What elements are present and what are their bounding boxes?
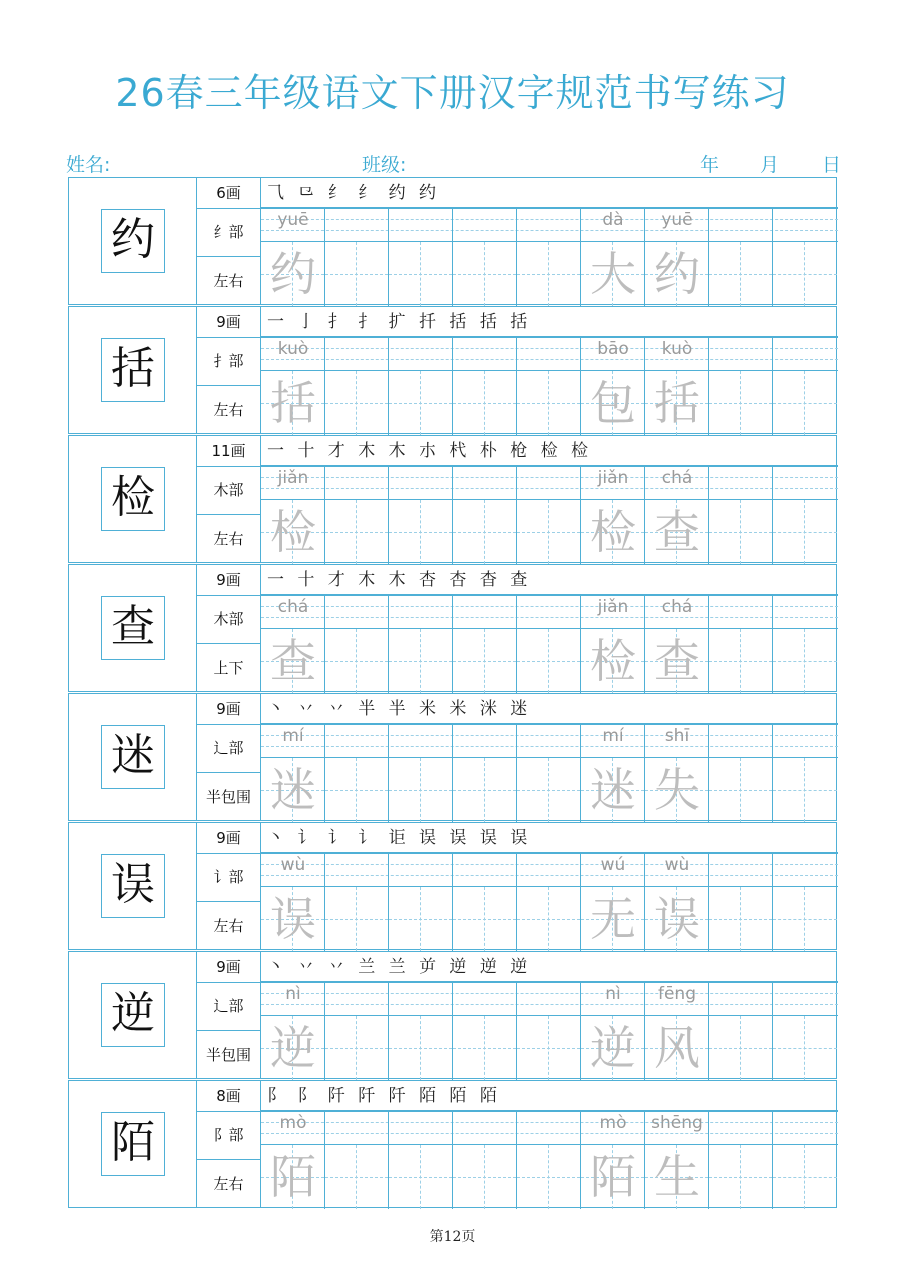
stroke-order: 一 十 才 木 木 杏 杏 杳 查 xyxy=(261,565,838,595)
trace-character: 陌 xyxy=(590,1150,636,1204)
pinyin-text: mí xyxy=(602,726,624,746)
writing-cell[interactable] xyxy=(773,337,837,435)
radical: 讠部 xyxy=(197,853,260,902)
structure: 左右 xyxy=(213,917,244,935)
structure: 上下 xyxy=(213,659,244,677)
writing-cell[interactable] xyxy=(517,1111,581,1209)
trace-character: 包 xyxy=(590,376,636,430)
model-character: 迷 xyxy=(101,725,165,789)
cell-guide-vertical xyxy=(484,758,485,822)
writing-cell[interactable] xyxy=(325,595,389,693)
writing-cell[interactable] xyxy=(773,724,837,822)
month-label: 月 xyxy=(760,154,780,176)
cell-guide-horizontal xyxy=(773,919,837,920)
writing-cell[interactable] xyxy=(645,595,709,693)
pinyin-text: jiǎn xyxy=(597,597,629,617)
stroke-order: 丶 讠 讠 讠 讵 误 误 误 误 xyxy=(261,823,838,853)
writing-cell[interactable] xyxy=(389,466,453,564)
model-character: 逆 xyxy=(101,983,165,1047)
practice-row xyxy=(68,693,837,821)
writing-cell[interactable] xyxy=(261,1111,325,1209)
character-info-column xyxy=(197,565,261,691)
writing-grid xyxy=(261,337,838,435)
structure: 左右 xyxy=(213,401,244,419)
trace-character: 约 xyxy=(654,247,700,301)
cell-guide-vertical xyxy=(804,629,805,693)
cell-guide-vertical xyxy=(804,500,805,564)
model-character-cell xyxy=(69,952,197,1078)
pinyin-text: chá xyxy=(277,597,309,617)
writing-cell[interactable] xyxy=(325,466,389,564)
writing-cell[interactable] xyxy=(389,208,453,306)
writing-cell[interactable] xyxy=(261,208,325,306)
model-character-cell xyxy=(69,1081,197,1207)
cell-guide-vertical xyxy=(804,242,805,306)
writing-grid xyxy=(261,208,838,306)
writing-cell[interactable] xyxy=(261,724,325,822)
writing-cell[interactable] xyxy=(645,208,709,306)
writing-cell[interactable] xyxy=(709,595,773,693)
stroke-count: 9画 xyxy=(197,694,260,725)
radical: 辶部 xyxy=(197,724,260,773)
cell-guide-horizontal xyxy=(773,403,837,404)
pinyin-text: mò xyxy=(279,1113,307,1133)
model-character-cell xyxy=(69,436,197,562)
cell-guide-vertical xyxy=(420,758,421,822)
writing-cell[interactable] xyxy=(645,1111,709,1209)
character-info-column xyxy=(197,1081,261,1207)
cell-guide-vertical xyxy=(420,242,421,306)
name-label: 姓名: xyxy=(66,154,111,176)
writing-cell[interactable] xyxy=(517,337,581,435)
writing-cell[interactable] xyxy=(709,208,773,306)
writing-cell[interactable] xyxy=(581,337,645,435)
day-label: 日 xyxy=(822,154,842,176)
trace-character: 括 xyxy=(270,376,316,430)
writing-cell[interactable] xyxy=(773,1111,837,1209)
cell-guide-vertical xyxy=(420,500,421,564)
cell-guide-horizontal xyxy=(773,790,837,791)
stroke-count: 9画 xyxy=(197,565,260,596)
writing-cell[interactable] xyxy=(389,853,453,951)
page-number: 第12页 xyxy=(429,1229,476,1245)
trace-character: 查 xyxy=(654,505,700,559)
stroke-order: 一 亅 扌 扌 扩 扦 括 括 括 xyxy=(261,307,838,337)
cell-guide-vertical xyxy=(420,887,421,951)
writing-cell[interactable] xyxy=(261,982,325,1080)
stroke-count: 6画 xyxy=(197,178,260,209)
practice-row xyxy=(68,951,837,1079)
writing-cell[interactable] xyxy=(325,337,389,435)
cell-guide-vertical xyxy=(548,242,549,306)
pinyin-text: yuē xyxy=(277,210,309,230)
trace-character: 括 xyxy=(654,376,700,430)
cell-guide-vertical xyxy=(804,887,805,951)
pinyin-text: nì xyxy=(285,984,301,1004)
pinyin-text: mò xyxy=(599,1113,627,1133)
writing-cell[interactable] xyxy=(517,982,581,1080)
cell-guide-horizontal xyxy=(773,532,837,533)
cell-guide-vertical xyxy=(484,242,485,306)
cell-guide-vertical xyxy=(356,758,357,822)
cell-guide-horizontal xyxy=(773,1177,837,1178)
writing-grid xyxy=(261,724,838,822)
pinyin-text: dà xyxy=(602,210,624,230)
writing-cell[interactable] xyxy=(261,337,325,435)
writing-cell[interactable] xyxy=(517,853,581,951)
trace-character: 误 xyxy=(270,892,316,946)
cell-guide-vertical xyxy=(484,371,485,435)
character-info-column xyxy=(197,307,261,433)
class-label: 班级: xyxy=(362,154,407,176)
cell-guide-vertical xyxy=(740,1016,741,1080)
cell-guide-vertical xyxy=(484,1016,485,1080)
writing-cell[interactable] xyxy=(773,982,837,1080)
cell-guide-vertical xyxy=(740,1145,741,1209)
model-character-cell xyxy=(69,565,197,691)
stroke-count: 8画 xyxy=(197,1081,260,1112)
writing-cell[interactable] xyxy=(709,982,773,1080)
writing-cell[interactable] xyxy=(325,1111,389,1209)
cell-guide-vertical xyxy=(804,371,805,435)
structure: 半包围 xyxy=(205,1046,251,1064)
cell-guide-vertical xyxy=(356,887,357,951)
writing-cell[interactable] xyxy=(261,595,325,693)
cell-guide-vertical xyxy=(740,887,741,951)
cell-guide-vertical xyxy=(484,629,485,693)
writing-cell[interactable] xyxy=(453,337,517,435)
practice-row xyxy=(68,306,837,434)
character-info-column xyxy=(197,436,261,562)
writing-grid xyxy=(261,982,838,1080)
stroke-order: 阝 阝 阡 阡 阡 陌 陌 陌 xyxy=(261,1081,838,1111)
pinyin-text: kuò xyxy=(661,339,693,359)
stroke-count: 9画 xyxy=(197,307,260,338)
trace-character: 陌 xyxy=(270,1150,316,1204)
writing-cell[interactable] xyxy=(709,466,773,564)
writing-cell[interactable] xyxy=(581,466,645,564)
writing-cell[interactable] xyxy=(261,466,325,564)
trace-character: 约 xyxy=(270,247,316,301)
cell-guide-vertical xyxy=(548,629,549,693)
writing-cell[interactable] xyxy=(517,724,581,822)
trace-character: 查 xyxy=(270,634,316,688)
writing-cell[interactable] xyxy=(645,724,709,822)
character-info-column xyxy=(197,823,261,949)
cell-guide-vertical xyxy=(804,758,805,822)
cell-guide-vertical xyxy=(548,887,549,951)
writing-cell[interactable] xyxy=(645,337,709,435)
writing-cell[interactable] xyxy=(773,208,837,306)
cell-guide-vertical xyxy=(548,500,549,564)
pinyin-text: jiǎn xyxy=(597,468,629,488)
writing-cell[interactable] xyxy=(709,1111,773,1209)
pinyin-text: kuò xyxy=(277,339,309,359)
practice-row xyxy=(68,177,837,305)
stroke-count: 9画 xyxy=(197,952,260,983)
cell-guide-vertical xyxy=(548,758,549,822)
trace-character: 误 xyxy=(654,892,700,946)
writing-grid xyxy=(261,1111,838,1209)
cell-guide-horizontal xyxy=(773,661,837,662)
cell-guide-vertical xyxy=(356,500,357,564)
practice-row xyxy=(68,435,837,563)
character-info-column xyxy=(197,694,261,820)
structure: 左右 xyxy=(213,1175,244,1193)
cell-guide-vertical xyxy=(740,242,741,306)
writing-cell[interactable] xyxy=(581,724,645,822)
trace-character: 检 xyxy=(590,634,636,688)
structure: 左右 xyxy=(213,272,244,290)
writing-cell[interactable] xyxy=(581,982,645,1080)
writing-grid xyxy=(261,595,838,693)
pinyin-text: yuē xyxy=(661,210,693,230)
model-character: 查 xyxy=(101,596,165,660)
radical: 辶部 xyxy=(197,982,260,1031)
structure: 左右 xyxy=(213,530,244,548)
radical: 扌部 xyxy=(197,337,260,386)
cell-guide-vertical xyxy=(356,629,357,693)
radical: 木部 xyxy=(197,595,260,644)
writing-cell[interactable] xyxy=(581,595,645,693)
character-info-column xyxy=(197,178,261,304)
writing-cell[interactable] xyxy=(645,466,709,564)
practice-row xyxy=(68,564,837,692)
trace-character: 逆 xyxy=(270,1021,316,1075)
pinyin-text: jiǎn xyxy=(277,468,309,488)
year-label: 年 xyxy=(700,154,720,176)
trace-character: 大 xyxy=(590,247,636,301)
cell-guide-vertical xyxy=(740,629,741,693)
writing-cell[interactable] xyxy=(517,208,581,306)
radical: 阝部 xyxy=(197,1111,260,1160)
trace-character: 检 xyxy=(270,505,316,559)
pinyin-text: fēng xyxy=(657,984,696,1004)
pinyin-text: shēng xyxy=(651,1113,703,1133)
radical: 木部 xyxy=(197,466,260,515)
model-character: 括 xyxy=(101,338,165,402)
pinyin-text: shī xyxy=(664,726,690,746)
writing-cell[interactable] xyxy=(709,724,773,822)
writing-cell[interactable] xyxy=(517,595,581,693)
trace-character: 逆 xyxy=(590,1021,636,1075)
writing-cell[interactable] xyxy=(581,1111,645,1209)
stroke-count: 9画 xyxy=(197,823,260,854)
cell-guide-vertical xyxy=(548,371,549,435)
pinyin-text: wù xyxy=(664,855,690,875)
trace-character: 风 xyxy=(654,1021,700,1075)
radical: 纟部 xyxy=(197,208,260,257)
model-character: 检 xyxy=(101,467,165,531)
cell-guide-vertical xyxy=(740,371,741,435)
model-character-cell xyxy=(69,178,197,304)
model-character: 误 xyxy=(101,854,165,918)
writing-cell[interactable] xyxy=(389,595,453,693)
pinyin-text: chá xyxy=(661,597,693,617)
writing-cell[interactable] xyxy=(389,724,453,822)
writing-cell[interactable] xyxy=(581,208,645,306)
trace-character: 查 xyxy=(654,634,700,688)
pinyin-text: wù xyxy=(280,855,306,875)
cell-guide-vertical xyxy=(420,629,421,693)
writing-cell[interactable] xyxy=(325,982,389,1080)
writing-cell[interactable] xyxy=(325,208,389,306)
practice-row xyxy=(68,822,837,950)
page-title: 26春三年级语文下册汉字规范书写练习 xyxy=(115,71,790,115)
writing-cell[interactable] xyxy=(453,853,517,951)
writing-cell[interactable] xyxy=(453,724,517,822)
writing-cell[interactable] xyxy=(709,853,773,951)
stroke-order: 丶 丷 丷 半 半 米 米 洣 迷 xyxy=(261,694,838,724)
writing-cell[interactable] xyxy=(709,337,773,435)
stroke-order: 丶 丷 丷 兰 兰 屰 逆 逆 逆 xyxy=(261,952,838,982)
writing-cell[interactable] xyxy=(453,982,517,1080)
writing-cell[interactable] xyxy=(453,466,517,564)
trace-character: 迷 xyxy=(270,763,316,817)
cell-guide-horizontal xyxy=(773,1048,837,1049)
writing-cell[interactable] xyxy=(389,1111,453,1209)
model-character-cell xyxy=(69,307,197,433)
writing-cell[interactable] xyxy=(581,853,645,951)
writing-cell[interactable] xyxy=(325,724,389,822)
writing-cell[interactable] xyxy=(389,982,453,1080)
cell-guide-vertical xyxy=(484,500,485,564)
stroke-count: 11画 xyxy=(197,436,260,467)
cell-guide-vertical xyxy=(356,242,357,306)
model-character-cell xyxy=(69,694,197,820)
model-character: 陌 xyxy=(101,1112,165,1176)
writing-cell[interactable] xyxy=(389,337,453,435)
cell-guide-vertical xyxy=(804,1016,805,1080)
writing-cell[interactable] xyxy=(773,595,837,693)
writing-grid xyxy=(261,466,838,564)
cell-guide-vertical xyxy=(356,1145,357,1209)
cell-guide-vertical xyxy=(740,758,741,822)
writing-cell[interactable] xyxy=(517,466,581,564)
trace-character: 生 xyxy=(654,1150,700,1204)
cell-guide-vertical xyxy=(484,887,485,951)
writing-cell[interactable] xyxy=(453,1111,517,1209)
cell-guide-vertical xyxy=(420,1145,421,1209)
stroke-order: 一 十 才 木 木 朩 杙 朴 枪 检 检 xyxy=(261,436,838,466)
cell-guide-vertical xyxy=(420,371,421,435)
cell-guide-vertical xyxy=(356,371,357,435)
writing-cell[interactable] xyxy=(453,208,517,306)
cell-guide-vertical xyxy=(420,1016,421,1080)
model-character: 约 xyxy=(101,209,165,273)
pinyin-text: bāo xyxy=(597,339,629,359)
writing-grid xyxy=(261,853,838,951)
practice-row xyxy=(68,1080,837,1208)
trace-character: 无 xyxy=(590,892,636,946)
cell-guide-vertical xyxy=(740,500,741,564)
cell-guide-vertical xyxy=(356,1016,357,1080)
model-character-cell xyxy=(69,823,197,949)
pinyin-text: nì xyxy=(605,984,621,1004)
pinyin-text: mí xyxy=(282,726,304,746)
writing-cell[interactable] xyxy=(453,595,517,693)
writing-cell[interactable] xyxy=(325,853,389,951)
writing-cell[interactable] xyxy=(773,466,837,564)
pinyin-text: wú xyxy=(600,855,626,875)
cell-guide-vertical xyxy=(548,1145,549,1209)
stroke-order: ⺄ ⺋ 纟 纟 约 约 xyxy=(261,178,838,208)
writing-cell[interactable] xyxy=(645,853,709,951)
trace-character: 检 xyxy=(590,505,636,559)
writing-cell[interactable] xyxy=(261,853,325,951)
trace-character: 迷 xyxy=(590,763,636,817)
cell-guide-vertical xyxy=(484,1145,485,1209)
character-info-column xyxy=(197,952,261,1078)
writing-cell[interactable] xyxy=(645,982,709,1080)
writing-cell[interactable] xyxy=(773,853,837,951)
structure: 半包围 xyxy=(205,788,251,806)
cell-guide-vertical xyxy=(548,1016,549,1080)
cell-guide-vertical xyxy=(804,1145,805,1209)
cell-guide-horizontal xyxy=(773,274,837,275)
pinyin-text: chá xyxy=(661,468,693,488)
trace-character: 失 xyxy=(654,763,700,817)
